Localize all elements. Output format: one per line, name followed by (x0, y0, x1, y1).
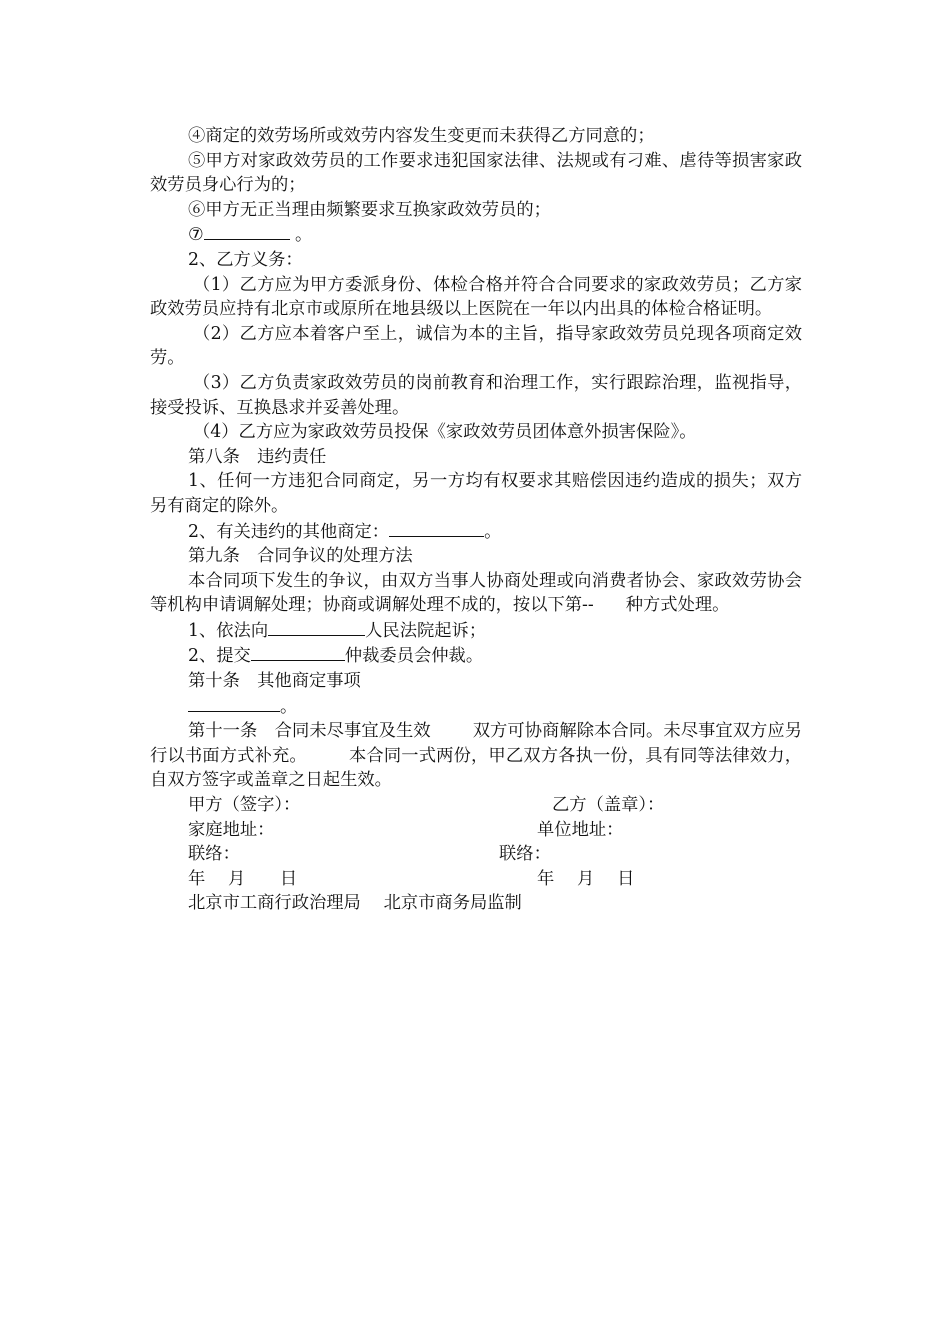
contact-row (188, 842, 802, 867)
breach-2-text: 2、有关违约的其他商定： (188, 521, 390, 542)
dispute-option-1 (150, 618, 802, 644)
article-11-heading: 第十一条 合同未尽事宜及生效 (188, 721, 431, 742)
article-10-heading: 第十条 其他商定事项 (188, 671, 361, 692)
article-11-text-a: 双方可协商解除本合同。未尽事宜双方应另行以书面方式补充。 (150, 721, 802, 766)
blank-field (389, 519, 484, 537)
other-terms (150, 694, 802, 720)
option-2-suffix: 仲裁委员会仲裁。 (344, 646, 484, 667)
clause-item-5: ⑤甲方对家政效劳员的工作要求违犯国家法律、法规或有刁难、虐待等损害家政效劳员身心行为的； (150, 150, 802, 196)
party-b-seal-label: 乙方（盖章）： (552, 795, 665, 816)
blank-field (268, 618, 365, 636)
blank-field (251, 643, 345, 661)
article-11 (150, 719, 802, 793)
option-2-prefix: 2、提交 (188, 646, 251, 667)
party-a-contact-label: 联络： (188, 844, 240, 865)
breach-2-suffix: 。 (484, 521, 502, 542)
breach-2 (150, 519, 802, 545)
dispute-text (150, 569, 802, 618)
address-row (188, 818, 802, 843)
clause-item-7-prefix: ⑦ (188, 225, 204, 246)
blank-field (188, 694, 280, 712)
date-row (188, 867, 802, 892)
signature-row (188, 793, 802, 818)
article-8-heading: 第八条 违约责任 (188, 446, 327, 467)
option-1-prefix: 1、依法向 (188, 620, 269, 641)
dispute-text-b: 种方式处理。 (625, 595, 730, 616)
blank-field (204, 222, 290, 240)
home-address-label: 家庭地址： (188, 819, 275, 840)
duty-4: （4）乙方应为家政效劳员投保《家政效劳员团体意外损害保险》。 (193, 422, 697, 443)
clause-item-7-suffix: 。 (295, 225, 313, 246)
option-1-suffix: 人民法院起诉； (365, 620, 487, 641)
article-11-text-b: 本合同一式两份，甲乙双方各执一份，具有同等法律效力，自双方签字或盖章之日起生效。 (150, 745, 802, 791)
dispute-option-2 (150, 643, 802, 669)
clause-item-7 (150, 222, 802, 248)
contract-page (150, 124, 802, 916)
clause-item-6: ⑥甲方无正当理由频繁要求互换家政效劳员的； (188, 199, 551, 220)
party-b-contact-label: 联络： (499, 844, 551, 865)
unit-address-label: 单位地址： (537, 819, 624, 840)
clause-item-4: ④商定的效劳场所或效劳内容发生变更而未获得乙方同意的； (188, 126, 655, 146)
duty-2: （2）乙方应本着客户至上，诚信为本的主旨，指导家政效劳员兑现各项商定效劳。 (150, 323, 802, 369)
dispute-text-a: 本合同项下发生的争议，由双方当事人协商处理或向消费者协会、家政效劳协会等机构申请调解处理；协商或调解处理不成的，按以下第-- (150, 570, 802, 616)
breach-1: 1、任何一方违犯合同商定，另一方均有权要求其赔偿因违约造成的损失；双方另有商定的除外。 (150, 471, 802, 516)
party-a-signature-label: 甲方（签字）： (188, 795, 301, 816)
party-a-date: 年 月 日 (188, 868, 298, 889)
party-b-date: 年 月 日 (537, 868, 635, 889)
footer-row (188, 891, 802, 916)
duty-3: （3）乙方负责家政效劳员的岗前教育和治理工作，实行跟踪治理，监视指导，接受投诉、互换恳求并妥善处理。 (150, 372, 802, 418)
duty-1: （1）乙方应为甲方委派身份、体检合格并符合合同要求的家政效劳员；乙方家政效劳员应持有北京市或原所在地县级以上医院在一年以内出具的体检合格证明。 (150, 274, 802, 320)
section-party-b-duties: 2、乙方义务： (188, 249, 303, 270)
article-9-heading: 第九条 合同争议的处理方法 (188, 546, 413, 567)
issuer-footer: 北京市工商行政治理局 北京市商务局监制 (188, 893, 522, 914)
other-terms-suffix: 。 (280, 696, 298, 717)
